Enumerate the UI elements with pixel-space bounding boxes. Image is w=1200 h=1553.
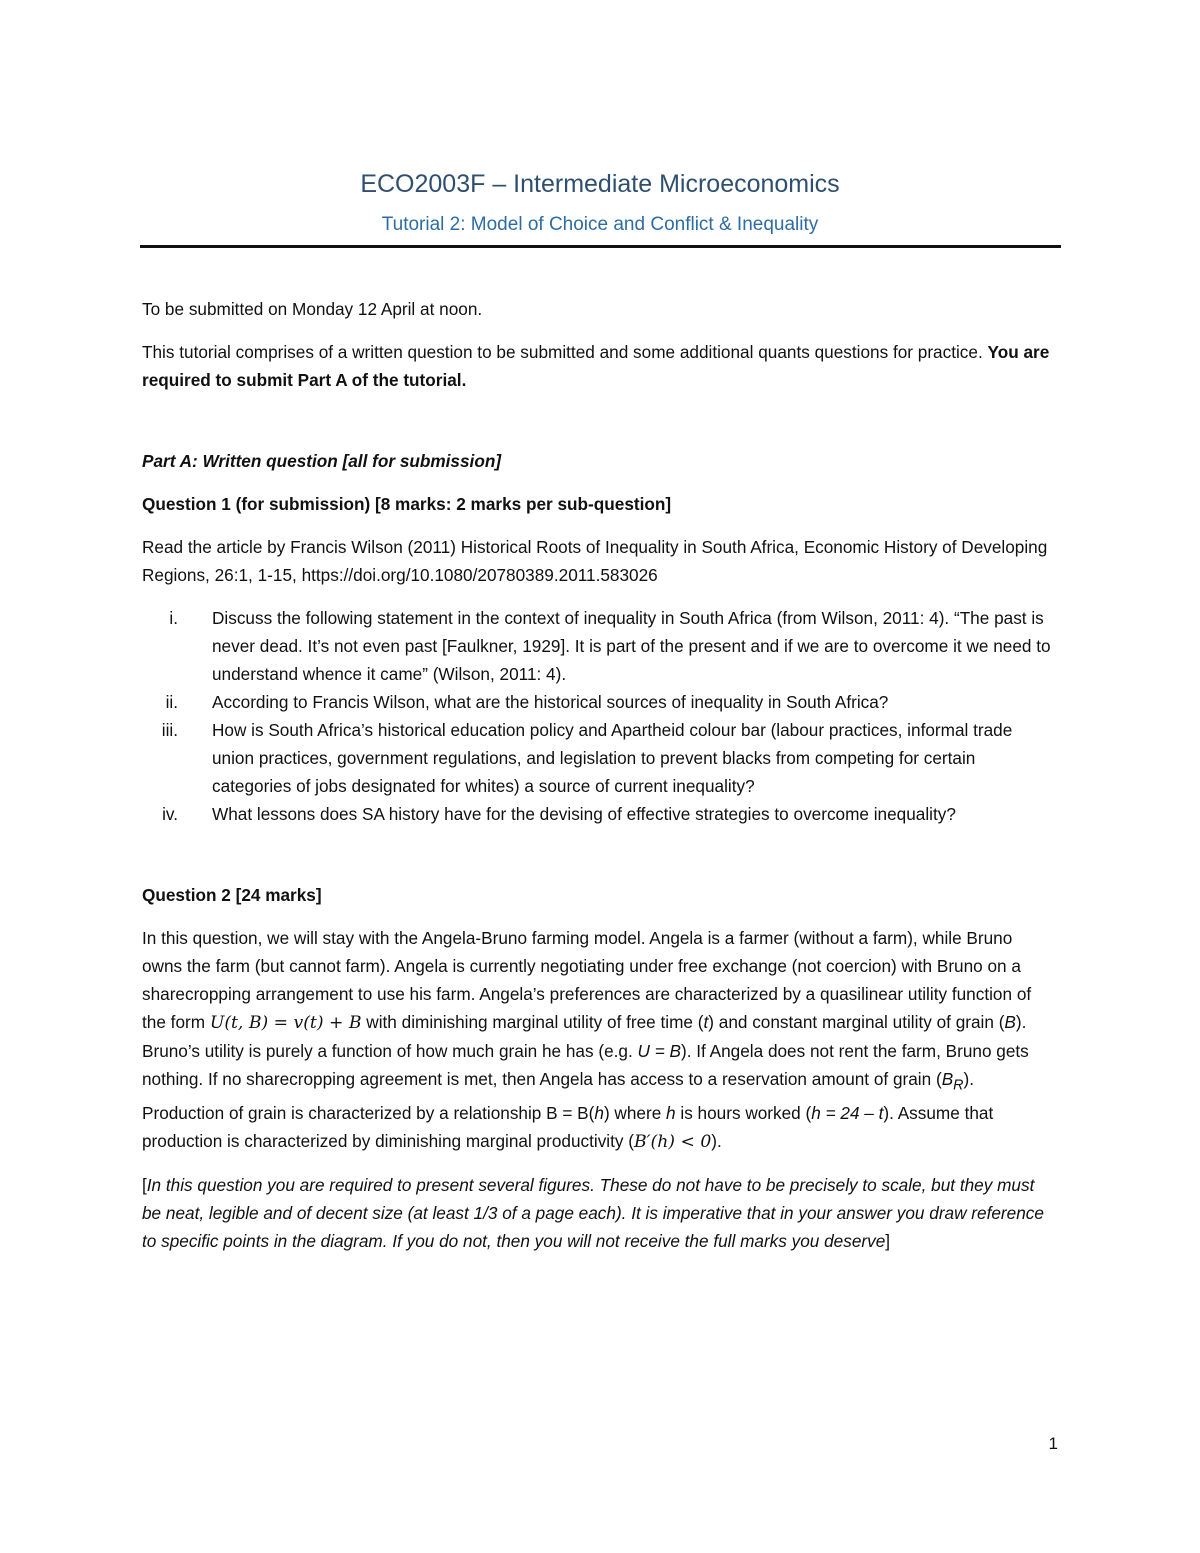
subquestion-text: According to Francis Wilson, what are the historical sources of inequality in South Africa? bbox=[212, 692, 889, 712]
reservation-grain-base: B bbox=[941, 1069, 954, 1089]
subquestion-item bbox=[142, 800, 1057, 828]
figure-instructions bbox=[142, 1171, 1057, 1255]
description-text: This tutorial comprises of a written question to be submitted and some additional quants questions for practice. bbox=[142, 342, 988, 362]
subquestion-text: What lessons does SA history have for the devising of effective strategies to overcome inequality? bbox=[212, 804, 956, 824]
var-h: h bbox=[594, 1103, 604, 1124]
question-1-subquestions bbox=[142, 604, 1057, 828]
bracket-close: ] bbox=[885, 1231, 891, 1252]
subquestion-number: i. bbox=[169, 608, 178, 628]
document-subtitle: Tutorial 2: Model of Choice and Conflict & Inequality bbox=[381, 214, 819, 235]
subquestion-item bbox=[142, 604, 1057, 688]
q2-text: ). bbox=[711, 1131, 722, 1152]
var-b: B bbox=[1004, 1012, 1016, 1032]
q2-text: ). Assume that production is characterized by diminishing marginal productivity ( bbox=[142, 1103, 994, 1152]
subquestion-number: ii. bbox=[165, 692, 178, 712]
document-body bbox=[142, 295, 1057, 1270]
q2-text: is hours worked ( bbox=[675, 1103, 812, 1124]
bruno-utility: U = B bbox=[637, 1041, 681, 1061]
page-number: 1 bbox=[1048, 1434, 1058, 1453]
q2-text: ). Bruno’s utility is purely a function of how much grain he has (e.g. bbox=[142, 1012, 1027, 1061]
bracket-open: [ bbox=[142, 1175, 147, 1196]
utility-formula: U(t, B) = v(t) + B bbox=[209, 1013, 362, 1033]
part-a-heading: Part A: Written question [all for submission] bbox=[142, 451, 502, 471]
marginal-product-formula: B′(h) < 0 bbox=[633, 1132, 712, 1153]
reservation-grain bbox=[941, 1069, 964, 1094]
title-divider bbox=[140, 245, 1061, 248]
q2-text: ). If Angela does not rent the farm, Bruno gets nothing. If no sharecropping agreement is met, then Angela has access to a reservation amount of grain ( bbox=[142, 1041, 1029, 1089]
question-1-heading: Question 1 (for submission) [8 marks: 2 marks per sub-question] bbox=[142, 494, 672, 514]
figure-instructions-text: In this question you are required to present several figures. These do not have to be precisely to scale, but they must be neat, legible and of decent size (at least 1/3 of a page each). It is imperative that in your answer you draw reference to specific points in the diagram. If you do not, then you will not receive the full marks you deserve bbox=[142, 1175, 1044, 1252]
subquestion-item bbox=[142, 716, 1057, 800]
q2-text: with diminishing marginal utility of free time ( bbox=[361, 1012, 704, 1032]
subquestion-number: iv. bbox=[162, 804, 178, 824]
q2-text: ). Production of grain is characterized by a relationship B = B( bbox=[142, 1069, 975, 1124]
question-2-heading: Question 2 [24 marks] bbox=[142, 885, 322, 905]
hours-equation: h = 24 – t bbox=[811, 1103, 884, 1124]
question-2-body bbox=[142, 924, 1057, 1156]
q2-text: In this question, we will stay with the Angela-Bruno farming model. Angela is a farmer (without a farm), while Bruno owns the farm (but cannot farm). Angela is currently negotiating under free exchange (not coercion) with Bruno on a sharecropping arrangement to use his farm. Angela’s preferences are characterized by a quasilinear utility function of the form bbox=[142, 928, 1032, 1032]
submission-requirement: You are required to submit Part A of the tutorial. bbox=[142, 342, 1050, 390]
submission-deadline: To be submitted on Monday 12 April at noon. bbox=[142, 299, 483, 319]
q2-text: ) where bbox=[603, 1103, 667, 1124]
question-1-intro: Read the article by Francis Wilson (2011) Historical Roots of Inequality in South Africa, Economic History of Developing Regions, 26:1, 1-15, https://doi.org/10.1080/20780389.2011.583026 bbox=[142, 537, 1048, 585]
var-h: h bbox=[666, 1103, 676, 1124]
tutorial-description bbox=[142, 338, 1057, 394]
reservation-grain-subscript: R bbox=[953, 1077, 964, 1094]
subquestion-text: How is South Africa’s historical education policy and Apartheid colour bar (labour practices, informal trade union practices, government regulations, and legislation to prevent blacks from competing for certain categories of jobs designated for whites) a source of current inequality? bbox=[212, 720, 1013, 796]
document-title: ECO2003F – Intermediate Microeconomics bbox=[360, 170, 840, 198]
subquestion-item bbox=[142, 688, 1057, 716]
subquestion-number: iii. bbox=[161, 720, 178, 740]
q2-text: ) and constant marginal utility of grain ( bbox=[708, 1012, 1005, 1032]
var-t: t bbox=[703, 1012, 709, 1032]
subquestion-text: Discuss the following statement in the context of inequality in South Africa (from Wilson, 2011: 4). “The past is never dead. It’s not even past [Faulkner, 1929]. It is part of the present and if we are to overcome it we need to understand whence it came” (Wilson, 2011: 4). bbox=[212, 608, 1051, 684]
